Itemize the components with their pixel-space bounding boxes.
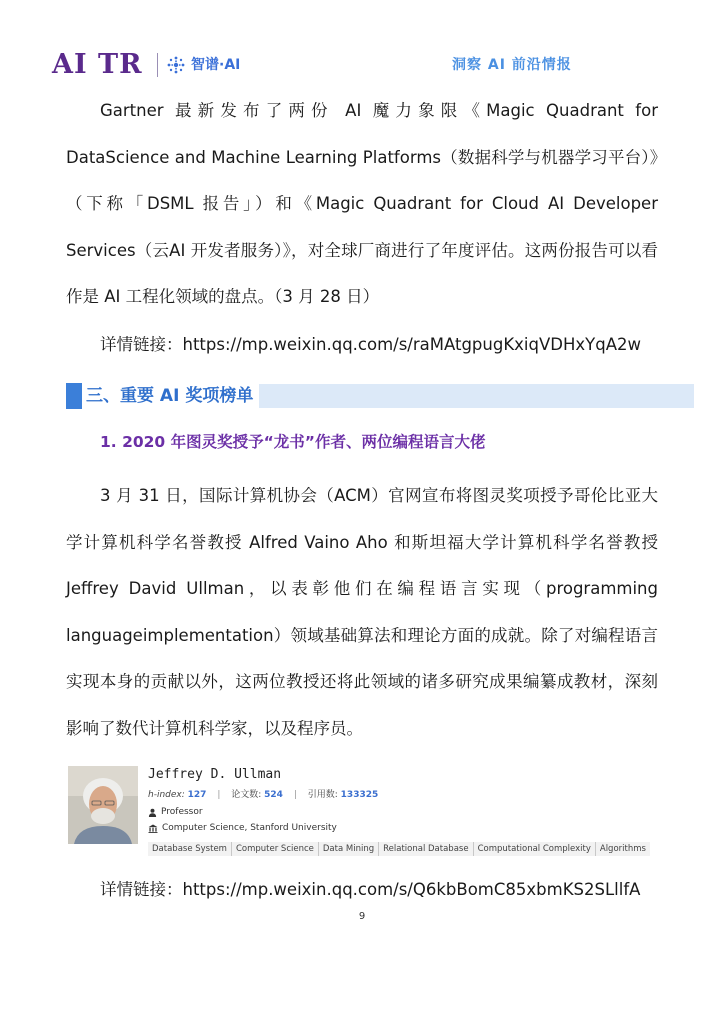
papers-value: 524 — [264, 790, 283, 800]
person-icon — [148, 808, 157, 817]
profile-affiliation-row — [148, 821, 337, 835]
profile-title: Professor — [161, 807, 203, 817]
logo-divider — [157, 53, 158, 77]
header-slogan: 洞察 AI 前沿情报 — [452, 57, 572, 73]
citations-value: 133325 — [340, 790, 379, 800]
section-bar-fill — [259, 384, 694, 408]
zhipu-logo-text: 智谱·AI — [191, 57, 241, 73]
subsection-title: 1. 2020 年图灵奖授予“龙书”作者、两位编程语言大佬 — [100, 433, 486, 451]
article2-paragraph — [66, 473, 658, 752]
article1-line3: 「DSML 报告」）和《Magic Quadrant for Cloud AI Developer Services（云 — [66, 194, 658, 260]
article1-line5: 程化领域的盘点。（3 月 28 日） — [142, 287, 380, 306]
metrics-separator: | — [217, 790, 221, 800]
institution-icon — [148, 824, 158, 833]
article1-line1: Gartner 最新发布了两份 AI 魔力象限《Magic Quadrant for Data — [66, 101, 658, 167]
tag-algorithms[interactable]: Algorithms — [595, 842, 650, 856]
avatar — [68, 766, 138, 844]
zhipu-burst-icon — [166, 55, 186, 75]
article2-line1: 3 月 31 日，国际计算机协会（ACM）官网宣布将图灵奖项授予哥伦比亚大 — [100, 486, 658, 505]
section-marker — [66, 383, 82, 409]
article2-line4: implementation）领域基础算法和理论方面的成就。除了对编程语言实现本身 — [66, 625, 658, 691]
profile-name[interactable]: Jeffrey D. Ullman — [148, 767, 282, 782]
section-header — [66, 383, 694, 409]
article2-link[interactable]: 详情链接：https://mp.weixin.qq.com/s/Q6kbBomC85xbmKS2SLllfA — [100, 880, 641, 899]
aitr-logo: AI TR — [52, 49, 143, 80]
citations-label: 引用数: — [307, 790, 338, 800]
tag-computational-complexity[interactable]: Computational Complexity — [473, 842, 595, 856]
section-title: 三、重要 AI 奖项榜单 — [82, 383, 259, 409]
page-header — [0, 0, 724, 90]
article2-line2: 学计算机科学名誉教授 Alfred Vaino Aho 和斯坦福大学计算机科学名誉教授 — [66, 532, 658, 552]
profile-metrics — [148, 788, 378, 802]
research-tags — [148, 842, 650, 856]
page-number: 9 — [358, 911, 366, 922]
article2-line6: 代计算机科学家，以及程序员。 — [132, 718, 363, 738]
profile-affiliation: Computer Science, Stanford University — [162, 823, 337, 833]
article1-line2: Science and Machine Learning Platforms（数据科学与机器学习平台）》（下称 — [66, 147, 658, 213]
zhipu-logo — [166, 52, 240, 78]
article1-line4: AI 开发者服务）》，对全球厂商进行了年度评估。这两份报告可以看作是 AI 工 — [66, 240, 659, 306]
profile-card — [68, 762, 658, 862]
papers-label: 论文数: — [231, 790, 262, 800]
article2-line3: Jeffrey David Ullman，以表彰他们在编程语言实现（programming language — [66, 579, 658, 645]
h-index-value: 127 — [187, 790, 207, 800]
h-index-label: h-index: — [148, 790, 185, 800]
article1-link[interactable]: 详情链接：https://mp.weixin.qq.com/s/raMAtgpugKxiqVDHxYqA2w — [100, 335, 641, 354]
article1-paragraph — [66, 88, 658, 321]
metrics-separator: | — [293, 790, 297, 800]
tag-database-system[interactable]: Database System — [148, 842, 231, 856]
tag-data-mining[interactable]: Data Mining — [318, 842, 378, 856]
tag-computer-science[interactable]: Computer Science — [231, 842, 318, 856]
profile-title-row — [148, 805, 203, 819]
tag-relational-database[interactable]: Relational Database — [378, 842, 472, 856]
article2-line5: 的贡献以外，这两位教授还将此领域的诸多研究成果编纂成教材，深刻影响了数 — [66, 672, 659, 738]
